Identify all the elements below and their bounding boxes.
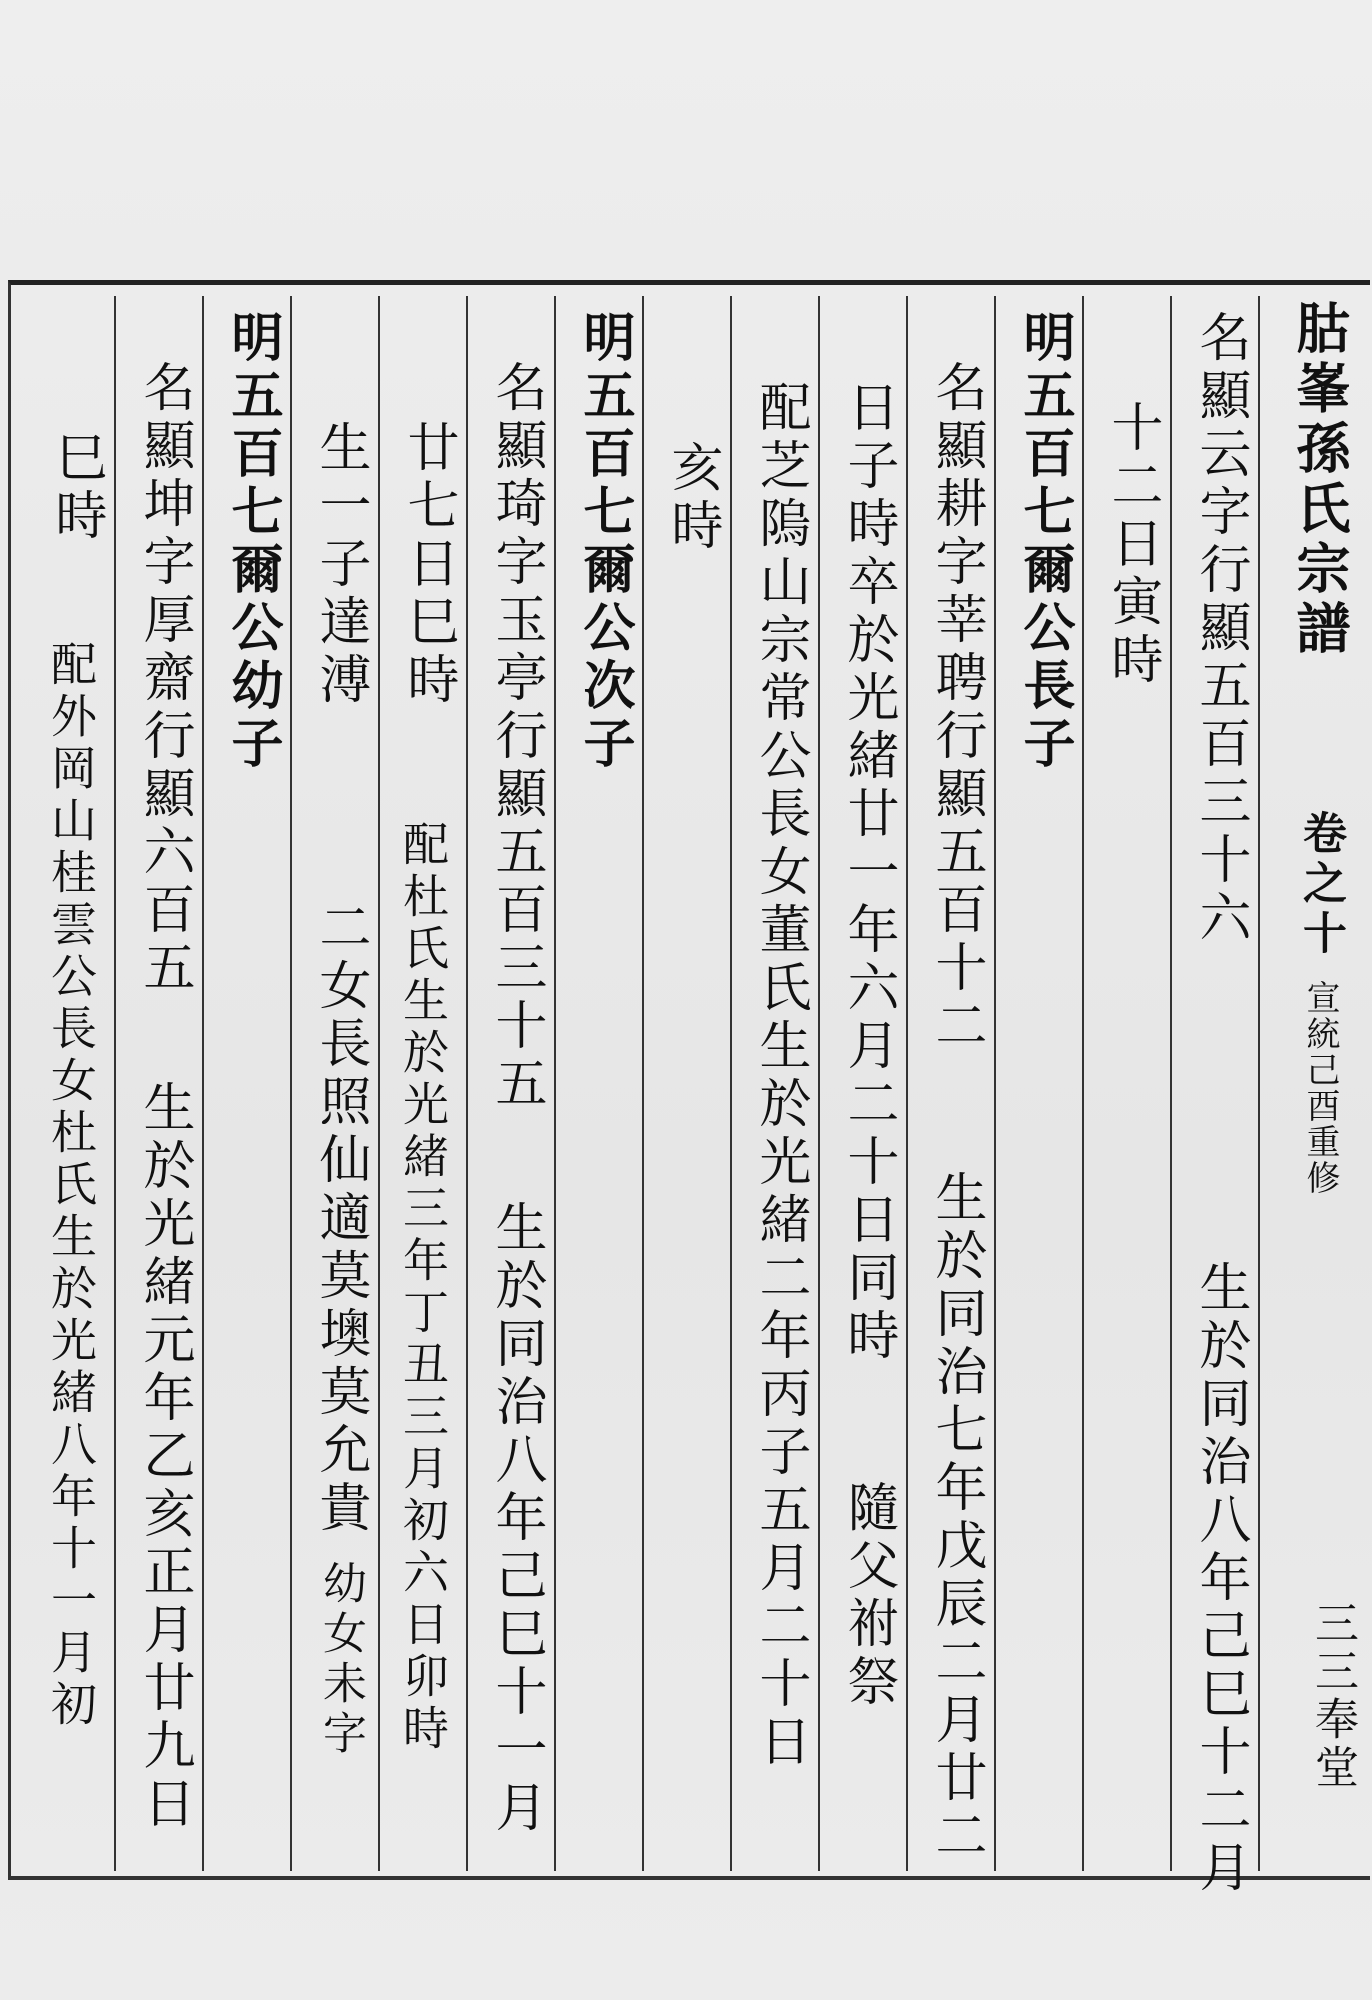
entry-line: 亥時 bbox=[662, 440, 722, 556]
entry-line: 巳時 bbox=[46, 430, 106, 546]
entry-heading: 明五百七爾公長子 bbox=[1014, 310, 1075, 774]
entry-line: 隨父祔祭 bbox=[838, 1480, 898, 1712]
entry-line: 廿七日巳時 bbox=[398, 420, 458, 710]
entry-line: 生於同治七年戊辰二月廿二 bbox=[926, 1170, 986, 1866]
entry-line: 配外岡山桂雲公長女杜氏生於光緒八年十一月初 bbox=[44, 640, 98, 1732]
edition-note: 宣統己酉重修 bbox=[1300, 980, 1340, 1196]
entry-line: 名顯云字行顯五百三十六 bbox=[1190, 310, 1250, 948]
entry-line: 名顯耕字莘聘行顯五百十二 bbox=[926, 360, 986, 1056]
folio-label: 三三奉堂 bbox=[1307, 1600, 1358, 1792]
entry-line: 生一子達溥 bbox=[310, 420, 370, 710]
entry-line: 生於同治八年己巳十一月 bbox=[486, 1200, 546, 1838]
entry-line: 二女長照仙適莫墺莫允貴 bbox=[310, 900, 370, 1538]
entry-line: 名顯琦字玉亭行顯五百三十五 bbox=[486, 360, 546, 1114]
entry-line: 配芝隖山宗常公長女董氏生於光緒二年丙子五月二十日 bbox=[750, 380, 810, 1772]
entry-heading: 明五百七爾公次子 bbox=[574, 310, 635, 774]
entry-line: 日子時卒於光緒廿一年六月二十日同時 bbox=[838, 380, 898, 1366]
entry-line: 配杜氏生於光緒三年丁丑三月初六日卯時 bbox=[396, 820, 450, 1756]
entry-line: 幼女未字 bbox=[315, 1560, 366, 1760]
entry-heading: 明五百七爾公幼子 bbox=[222, 310, 283, 774]
entry-line: 生於同治八年己巳十二月 bbox=[1190, 1260, 1250, 1898]
volume-label: 卷之十 bbox=[1295, 810, 1346, 960]
entry-line: 十二日寅時 bbox=[1102, 400, 1162, 690]
book-title: 𦙶峯孫氏宗譜 bbox=[1288, 300, 1352, 660]
entry-line: 生於光緒元年乙亥正月廿九日 bbox=[134, 1080, 194, 1834]
entry-line: 名顯坤字厚齋行顯六百五 bbox=[134, 360, 194, 998]
